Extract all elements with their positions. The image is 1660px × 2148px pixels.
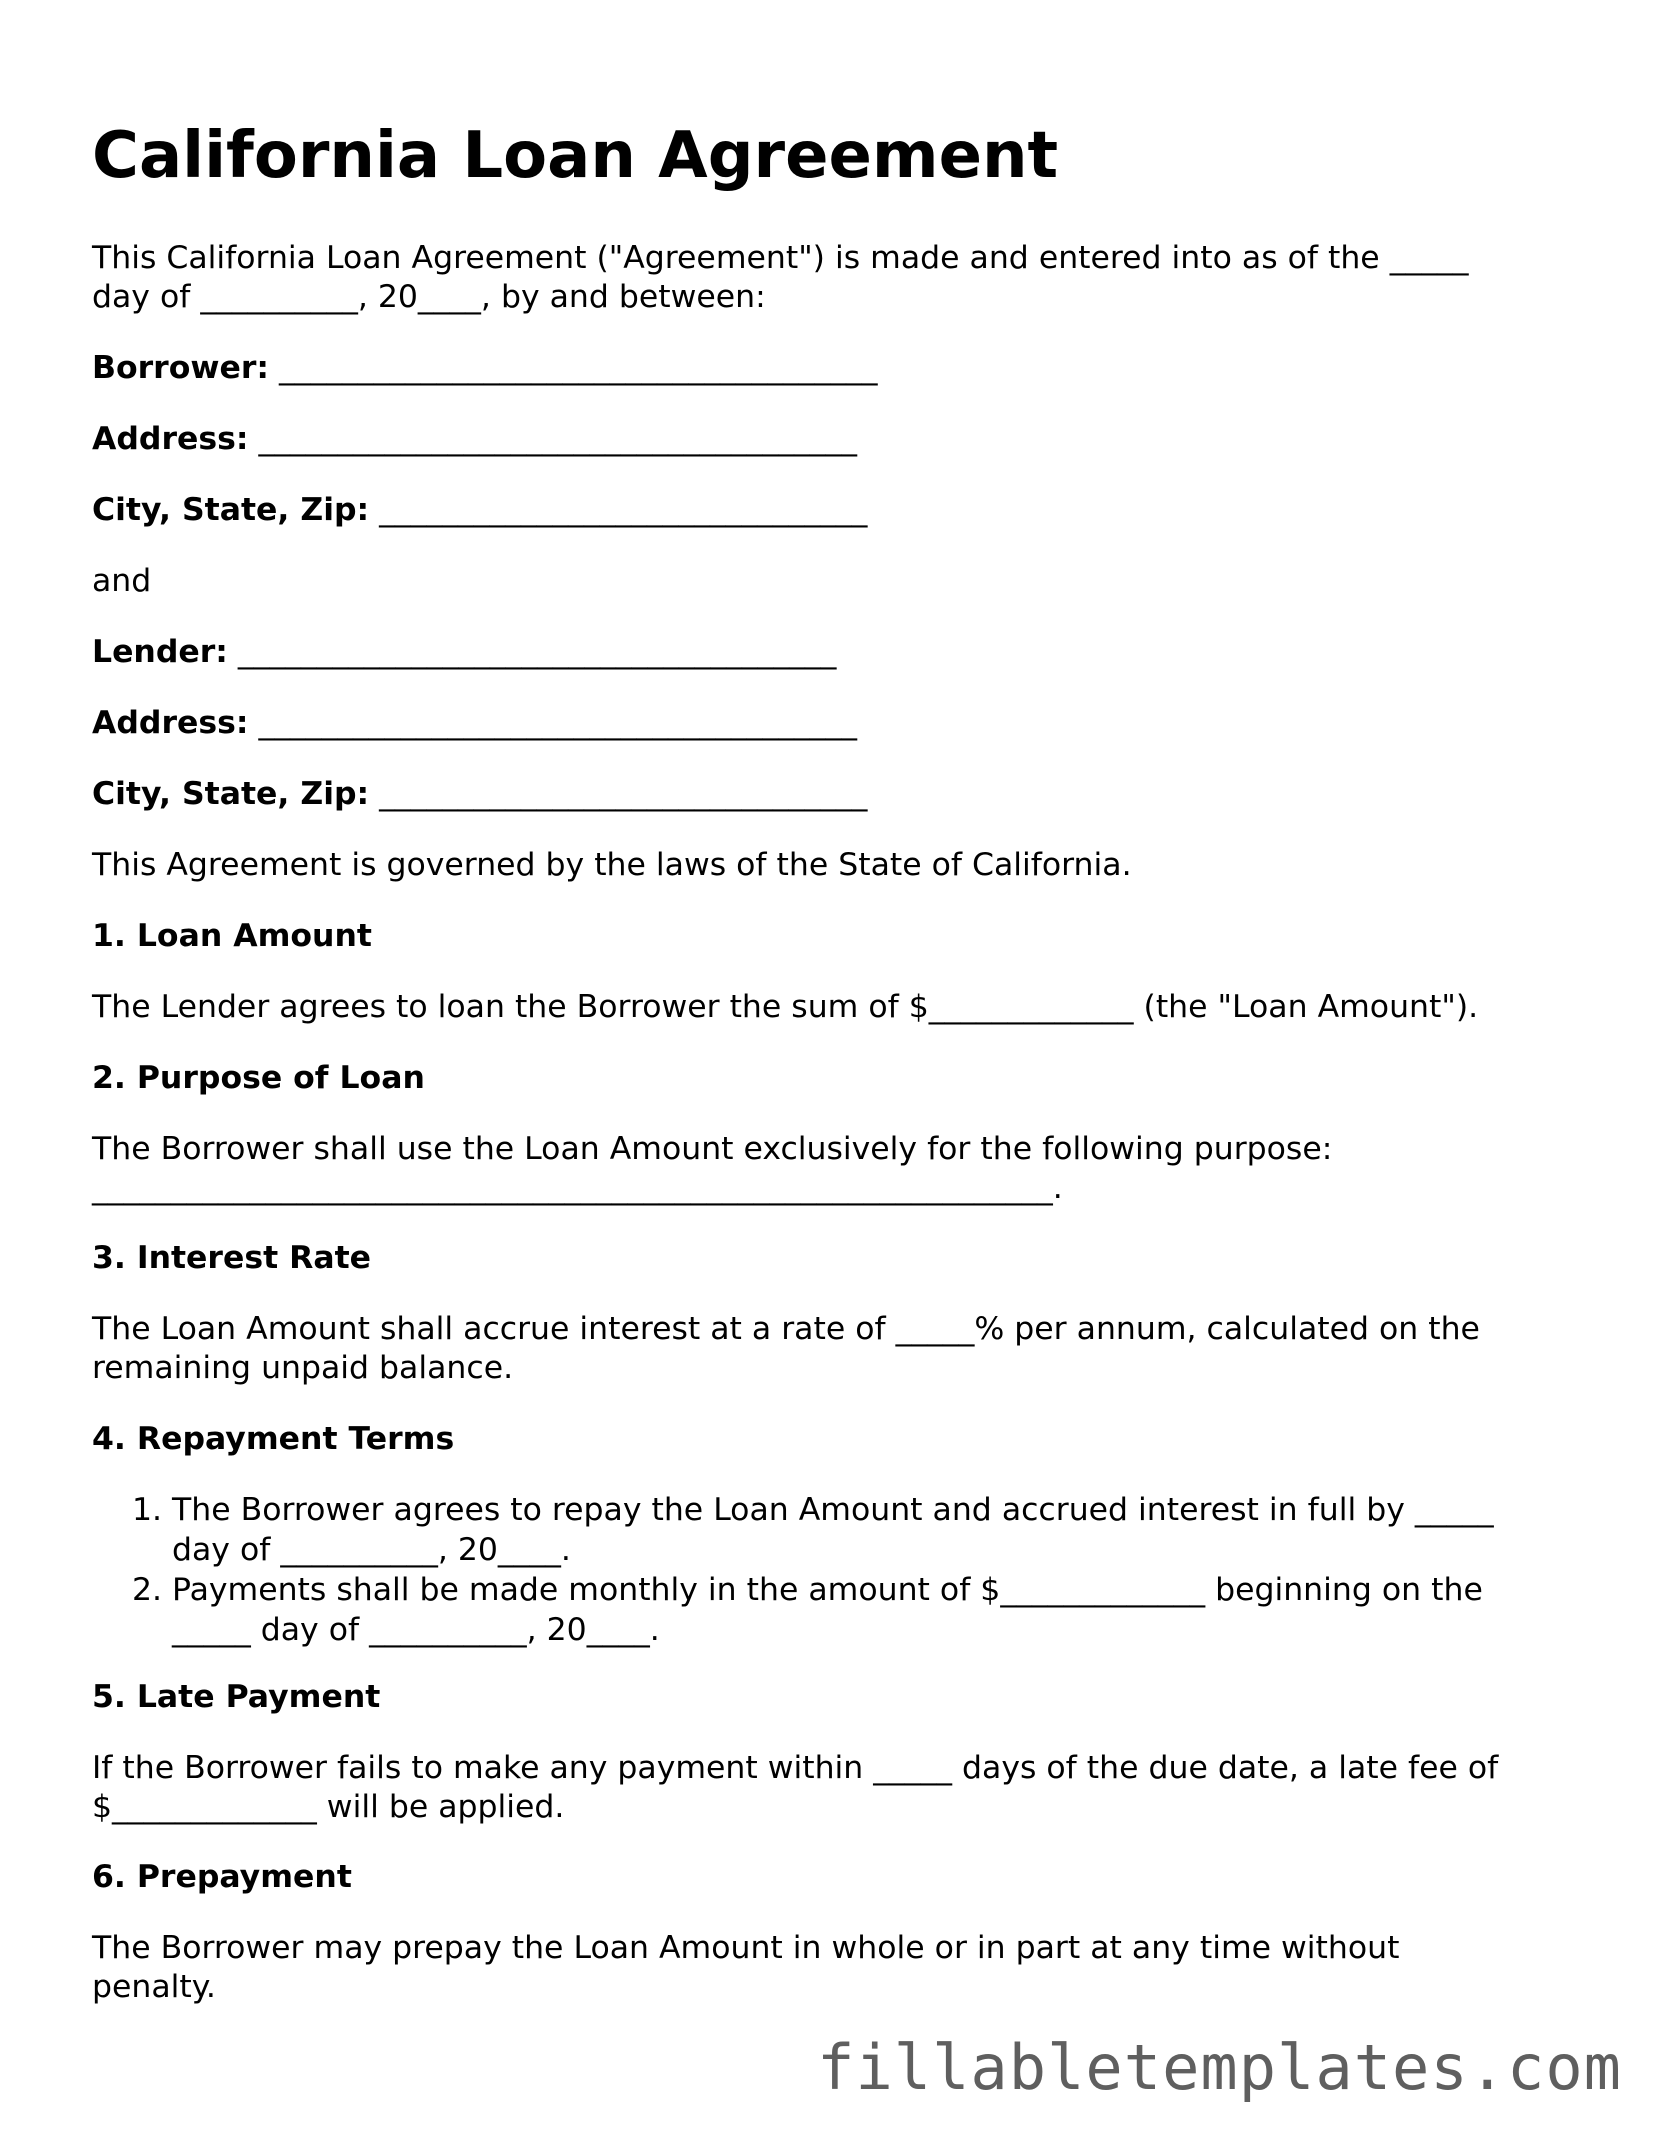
section-heading-late-payment: 5. Late Payment: [92, 1679, 381, 1715]
lender-city-state-zip-blank[interactable]: _______________________________: [379, 776, 868, 812]
lender-name-label: Lender:: [92, 634, 228, 670]
and-text: and: [92, 563, 152, 599]
list-item-line-1: The Borrower agrees to repay the Loan Amount and accrued interest in full by _____: [172, 1492, 1494, 1528]
lender-address-field[interactable]: [92, 703, 857, 743]
document-title: California Loan Agreement: [92, 119, 1059, 193]
borrower-address-blank[interactable]: ______________________________________: [258, 421, 857, 457]
borrower-address-label: Address:: [92, 421, 249, 457]
section-heading-interest: 3. Interest Rate: [92, 1240, 372, 1276]
section-heading-repayment: 4. Repayment Terms: [92, 1421, 455, 1457]
watermark: fillabletemplates.com: [817, 2031, 1622, 2104]
borrower-name-label: Borrower:: [92, 350, 269, 386]
list-item: [132, 1490, 1494, 1570]
lender-city-state-zip-field[interactable]: [92, 774, 867, 814]
prepayment-text-line-1: The Borrower may prepay the Loan Amount in whole or in part at any time without: [92, 1930, 1400, 1966]
lender-city-state-zip-label: City, State, Zip:: [92, 776, 370, 812]
prepayment-text-line-2: penalty.: [92, 1969, 216, 2005]
borrower-name-field[interactable]: [92, 348, 877, 388]
purpose-text-line-2: _____________________________________________________________.: [92, 1170, 1063, 1206]
list-item-number: 2.: [132, 1572, 163, 1608]
list-item: [132, 1570, 1494, 1650]
borrower-city-state-zip-blank[interactable]: _______________________________: [379, 492, 868, 528]
borrower-name-blank[interactable]: ______________________________________: [278, 350, 878, 386]
section-heading-prepayment: 6. Prepayment: [92, 1859, 352, 1895]
intro-line-2: day of __________, 20____, by and between:: [92, 279, 766, 315]
list-item-line-2: _____ day of __________, 20____.: [172, 1612, 660, 1648]
borrower-city-state-zip-label: City, State, Zip:: [92, 492, 370, 528]
lender-name-blank[interactable]: ______________________________________: [237, 634, 837, 670]
lender-address-label: Address:: [92, 705, 249, 741]
section-heading-loan-amount: 1. Loan Amount: [92, 918, 372, 954]
lender-address-blank[interactable]: ______________________________________: [258, 705, 857, 741]
interest-text-line-2: remaining unpaid balance.: [92, 1350, 514, 1386]
late-payment-text-line-1: If the Borrower fails to make any payment within _____ days of the due date, a late fee of: [92, 1750, 1499, 1786]
intro-line-1: This California Loan Agreement ("Agreement") is made and entered into as of the _____: [92, 240, 1469, 276]
purpose-text-line-1: The Borrower shall use the Loan Amount exclusively for the following purpose:: [92, 1131, 1333, 1167]
list-item-line-1: Payments shall be made monthly in the amount of $_____________ beginning on the: [172, 1572, 1483, 1608]
section-heading-purpose: 2. Purpose of Loan: [92, 1060, 425, 1096]
borrower-city-state-zip-field[interactable]: [92, 490, 867, 530]
borrower-address-field[interactable]: [92, 419, 857, 459]
governing-law-text: This Agreement is governed by the laws of the State of California.: [92, 847, 1132, 883]
lender-name-field[interactable]: [92, 632, 836, 672]
interest-text-line-1: The Loan Amount shall accrue interest at a rate of _____% per annum, calculated on the: [92, 1311, 1480, 1347]
list-item-line-2: day of __________, 20____.: [172, 1532, 571, 1568]
loan-amount-text: The Lender agrees to loan the Borrower the sum of $_____________ (the "Loan Amount").: [92, 989, 1479, 1025]
late-payment-text-line-2: $_____________ will be applied.: [92, 1789, 565, 1825]
list-item-number: 1.: [132, 1492, 163, 1528]
repayment-list: [132, 1490, 1494, 1650]
